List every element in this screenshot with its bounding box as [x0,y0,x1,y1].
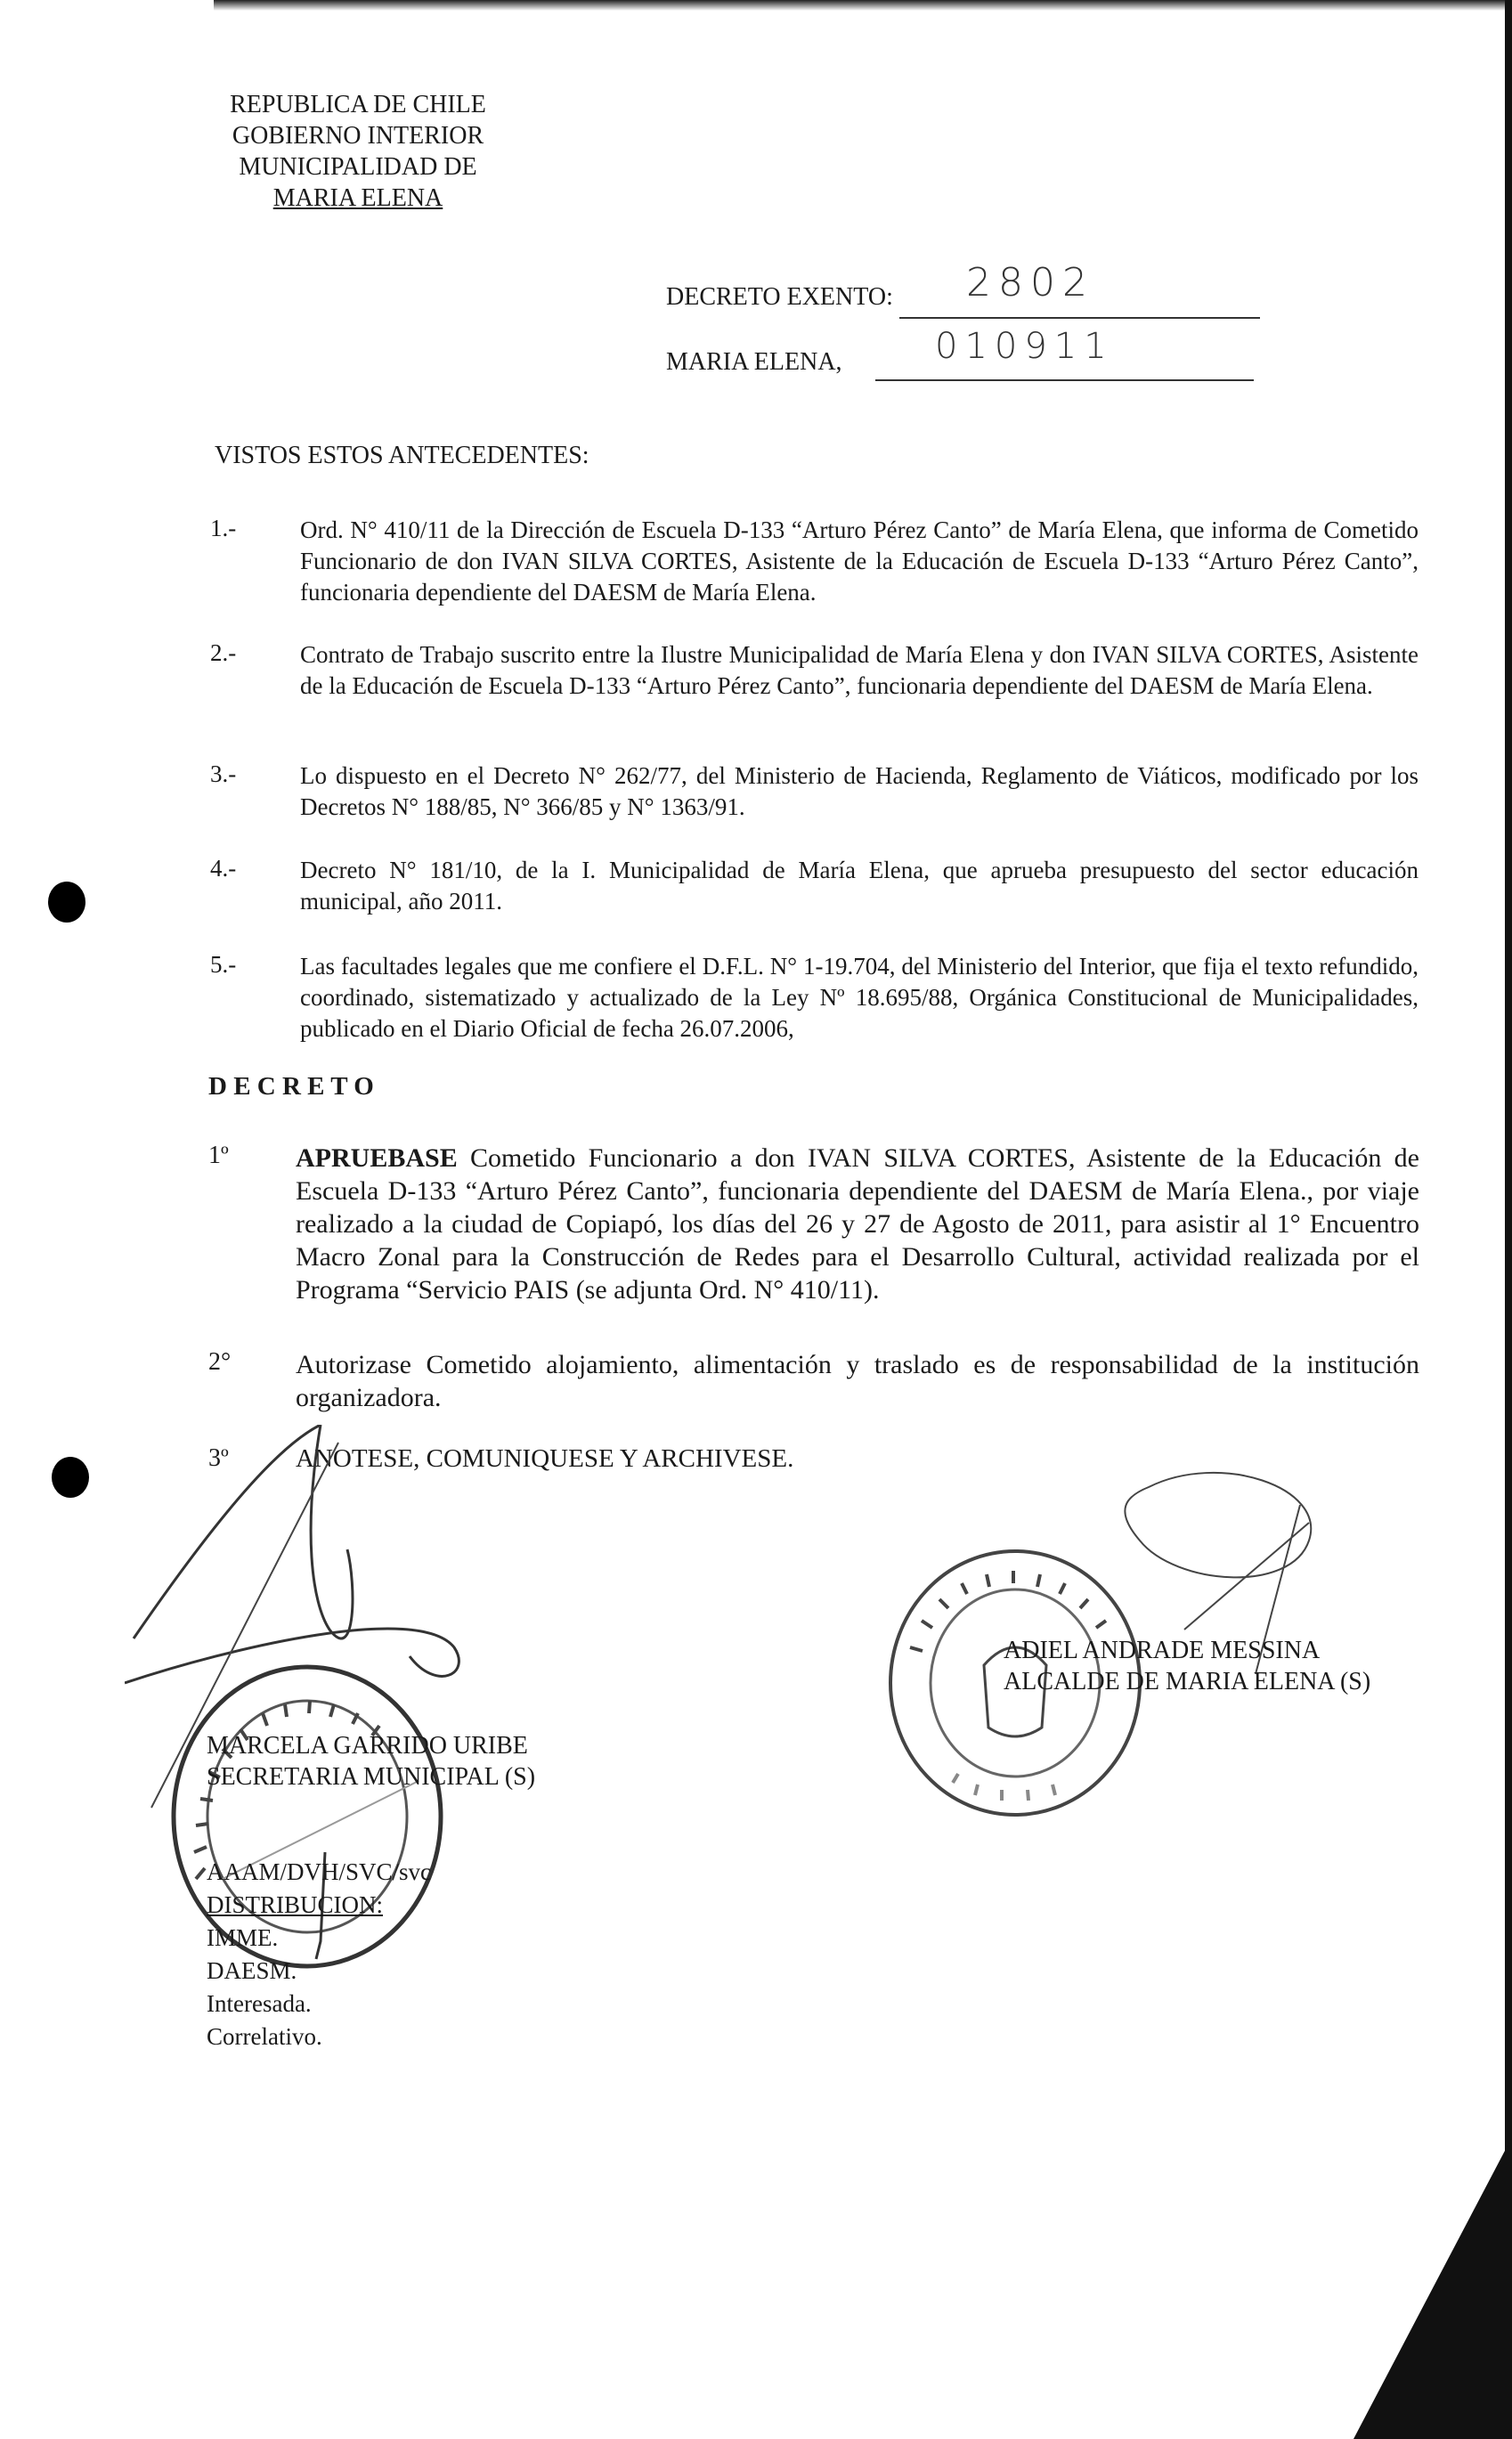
decree-date: 010911 [935,326,1114,367]
punch-hole [52,1457,89,1498]
alcalde-name: ADIEL ANDRADE MESSINA [1004,1637,1321,1664]
letterhead-line: MUNICIPALIDAD DE [239,153,477,181]
article-number: 1º [208,1142,229,1169]
item-number: 2.- [210,639,237,666]
item-number: 5.- [210,951,237,978]
article-keyword: APRUEBASE [296,1143,458,1173]
vistos-title: VISTOS ESTOS ANTECEDENTES: [215,442,589,469]
item-number: 4.- [210,855,237,882]
alcalde-title: ALCALDE DE MARIA ELENA (S) [1004,1668,1371,1695]
article-number: 3º [208,1444,229,1472]
scan-edge-right [1505,0,1512,2439]
decreto-label: DECRETO EXENTO: [666,283,893,311]
distribution-item: IMME. [207,1924,279,1951]
vistos-item: Ord. N° 410/11 de la Dirección de Escuela D-133 “Arturo Pérez Canto” de María Elena, que informa de Cometido Funcionario de don IVAN SILVA CORTES, Asistente de la Educación de Escuela D-133 “Arturo Pérez Canto”, funcionaria dependiente del DAESM de María Elena. [300,516,1419,606]
letterhead-line: GOBIERNO INTERIOR [232,122,484,150]
scan-edge-bottom-right [1336,2137,1512,2439]
date-underline [875,379,1254,381]
article-text: Autorizase Cometido alojamiento, alimentación y traslado es de responsabilidad de la institución organizadora. [296,1350,1419,1412]
vistos-item: Lo dispuesto en el Decreto N° 262/77, del Ministerio de Hacienda, Reglamento de Viáticos, modificado por los Decretos N° 188/85, N° 366/85 y N° 1363/91. [300,762,1419,820]
article-1 [296,1142,1419,1306]
letterhead-line: REPUBLICA DE CHILE [230,91,486,118]
item-number: 1.- [210,515,237,541]
vistos-item: Decreto N° 181/10, de la I. Municipalidad de María Elena, que aprueba presupuesto del sector educación municipal, año 2011. [300,857,1419,915]
article-number: 2° [208,1348,232,1376]
decreto-title: D E C R E T O [208,1072,374,1101]
decreto-number: 2802 [966,260,1094,305]
item-number: 3.- [210,760,237,787]
vistos-item: Contrato de Trabajo suscrito entre la Ilustre Municipalidad de María Elena y don IVAN SILVA CORTES, Asistente de la Educación de Escuela D-133 “Arturo Pérez Canto”, funcionaria dependiente del DAESM de María Elena. [300,641,1419,699]
secretaria-title: SECRETARIA MUNICIPAL (S) [207,1763,536,1791]
article-text: Cometido Funcionario a don IVAN SILVA CORTES, Asistente de la Educación de Escuela D-133 “Arturo Pérez Canto”, funcionaria dependiente del DAESM de María Elena., por viaje realizado a la ciudad de Copiapó, los días del 26 y 27 de Agosto de 2011, para asistir al 1° Encuentro Macro Zonal para la Construcción de Redes para el Desarrollo Cultural, actividad realizada por el Programa “Servicio PAIS (se adjunta Ord. N° 410/11). [296,1143,1419,1305]
place-label: MARIA ELENA, [666,348,842,376]
article-text: ANOTESE, COMUNIQUESE Y ARCHIVESE. [296,1444,794,1473]
decreto-underline [899,317,1260,319]
letterhead [178,89,538,214]
distribution-title: DISTRIBUCION: [207,1891,384,1918]
distribution-item: Correlativo. [207,2023,322,2050]
punch-hole [48,882,85,923]
distribution-item: Interesada. [207,1990,312,2017]
initials: AAAM/DVH/SVC/svc [207,1858,432,1885]
secretaria-name: MARCELA GARRIDO URIBE [207,1732,528,1760]
scan-edge-top [214,0,1512,11]
distribution-item: DAESM. [207,1957,297,1984]
vistos-item: Las facultades legales que me confiere el D.F.L. N° 1-19.704, del Ministerio del Interior, que fija el texto refundido, coordinado, sistematizado y actualizado de la Ley Nº 18.695/88, Orgánica Constitucional de Municipalidades, publicado en el Diario Oficial de fecha 26.07.2006, [300,953,1419,1042]
letterhead-line: MARIA ELENA [272,184,443,212]
